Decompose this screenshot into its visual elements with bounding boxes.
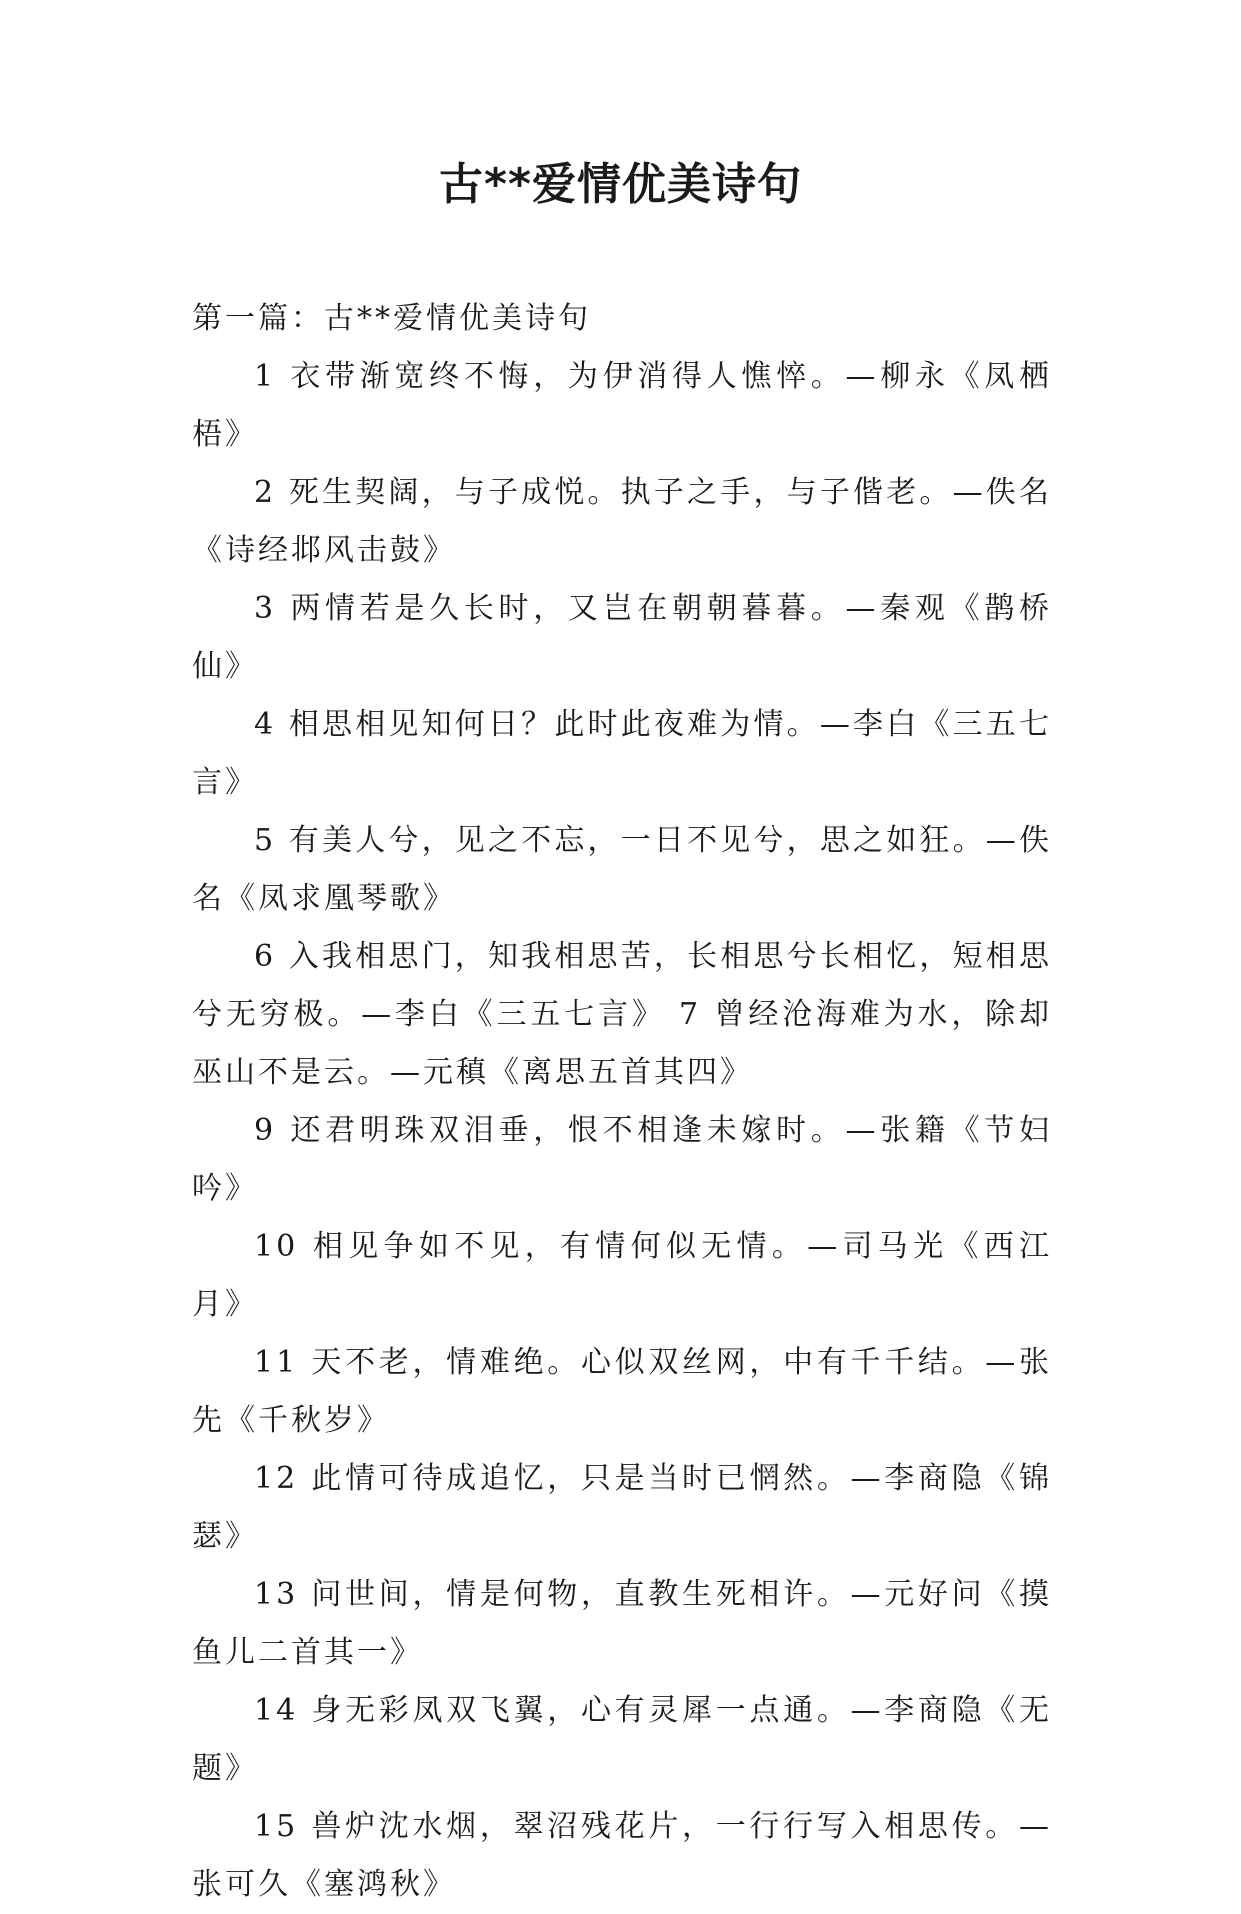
- poem-line-9: 9 还君明珠双泪垂，恨不相逢未嫁时。—张籍《节妇吟》: [192, 1113, 1052, 1206]
- poem-line-2: 2 死生契阔，与子成悦。执子之手，与子偕老。—佚名《诗经邶风击鼓》: [192, 475, 1052, 568]
- poem-line-11: 11 天不老，情难绝。心似双丝网，中有千千结。—张先《千秋岁》: [192, 1345, 1052, 1438]
- document-body: [192, 290, 1052, 1914]
- poem-line-3: 3 两情若是久长时，又岂在朝朝暮暮。—秦观《鹊桥仙》: [192, 591, 1052, 684]
- poem-line-13: 13 问世间，情是何物，直教生死相许。—元好问《摸鱼儿二首其一》: [192, 1577, 1052, 1670]
- poem-line-14: 14 身无彩凤双飞翼，心有灵犀一点通。—李商隐《无题》: [192, 1693, 1052, 1786]
- poem-line-5: 5 有美人兮，见之不忘，一日不见兮，思之如狂。—佚名《凤求凰琴歌》: [192, 823, 1052, 916]
- poem-line-10: 10 相见争如不见，有情何似无情。—司马光《西江月》: [192, 1229, 1052, 1322]
- poem-line-6-7: 6 入我相思门，知我相思苦，长相思兮长相忆，短相思兮无穷极。—李白《三五七言》 7 曾经沧海难为水，除却巫山不是云。—元稹《离思五首其四》: [192, 939, 1052, 1090]
- poem-line-1: 1 衣带渐宽终不悔，为伊消得人憔悴。—柳永《凤栖梧》: [192, 359, 1052, 452]
- section-heading: 第一篇：古**爱情优美诗句: [192, 301, 591, 336]
- document-title: 古**爱情优美诗句: [438, 159, 803, 210]
- poem-line-4: 4 相思相见知何日？此时此夜难为情。—李白《三五七言》: [192, 707, 1052, 800]
- poem-line-15: 15 兽炉沈水烟，翠沼残花片，一行行写入相思传。—张可久《塞鸿秋》: [192, 1809, 1052, 1902]
- poem-line-12: 12 此情可待成追忆，只是当时已惘然。—李商隐《锦瑟》: [192, 1461, 1052, 1554]
